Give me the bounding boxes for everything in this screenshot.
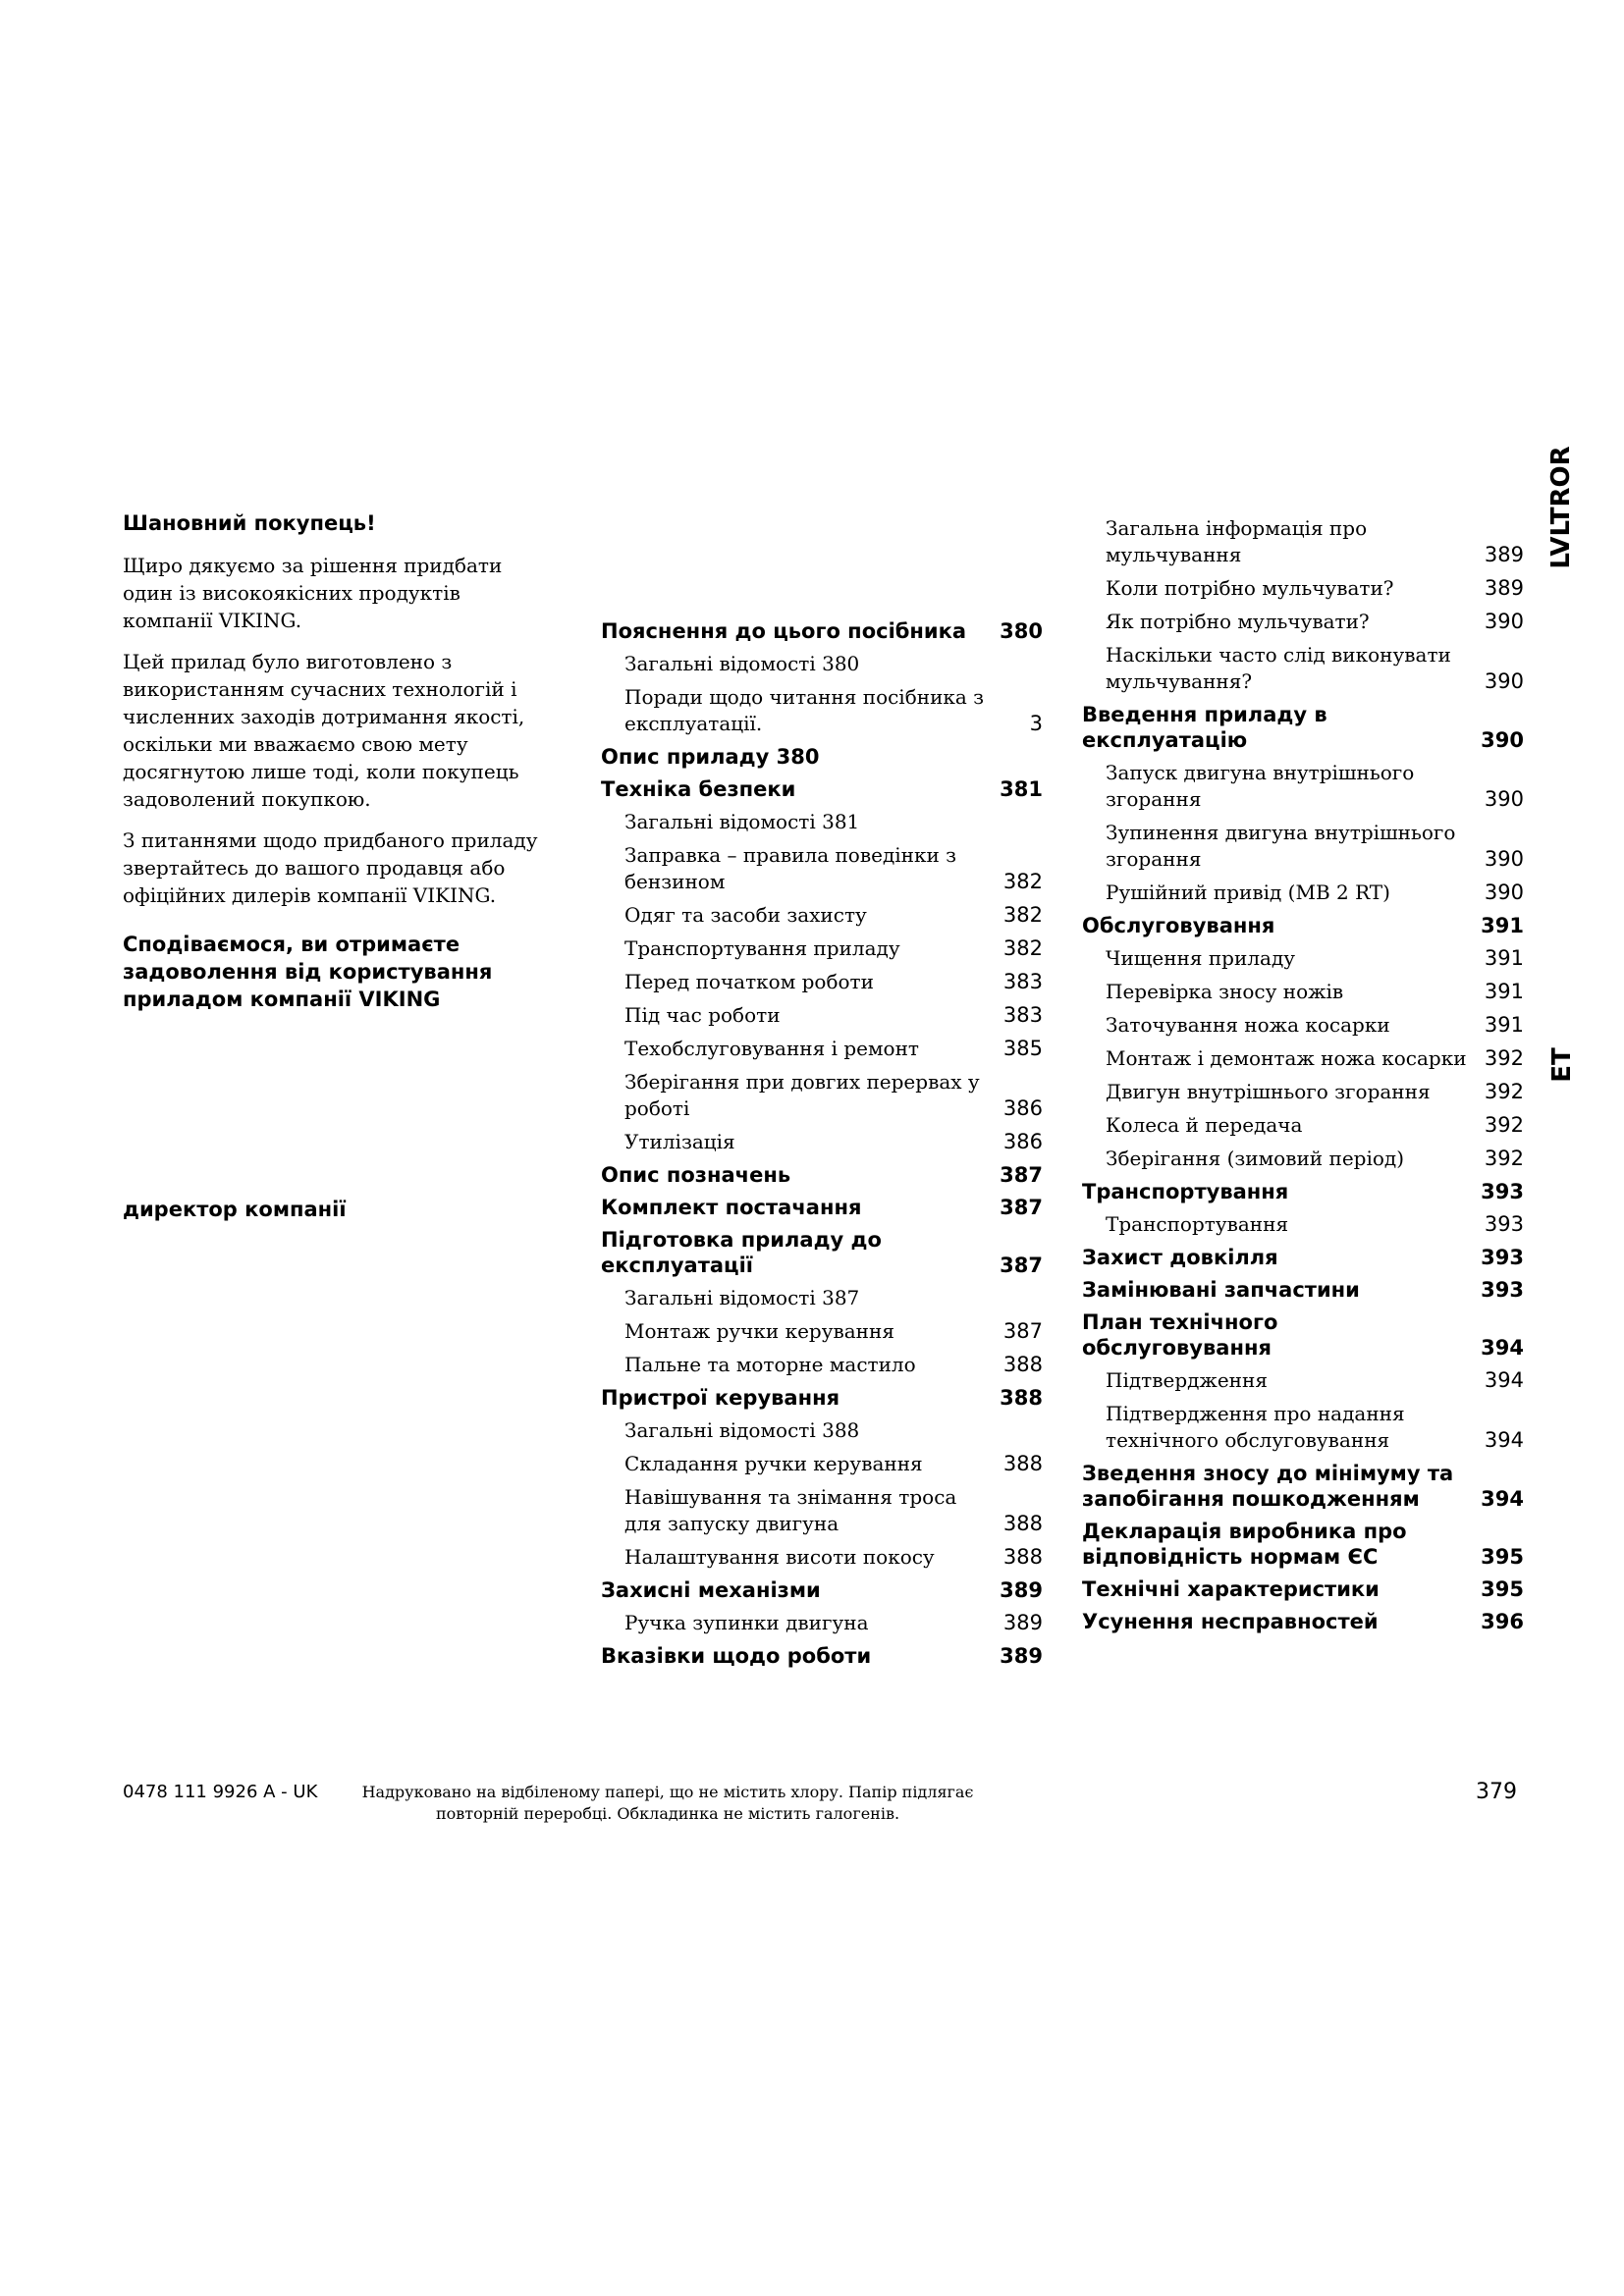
toc-entry-title: Загальні відомості 381 [624, 810, 860, 833]
toc-entry-title: Захист довкілля [1082, 1246, 1278, 1269]
toc-entry-title: Обслуговування [1082, 914, 1275, 937]
toc-entry-page: 387 [1000, 1254, 1043, 1277]
toc-entry-page: 393 [1481, 1180, 1524, 1203]
toc-right-column [1082, 515, 1524, 1641]
toc-entry-page: 395 [1481, 1545, 1524, 1569]
toc-entry-title: Введення приладу в експлуатацію [1082, 703, 1327, 752]
toc-entry-page: 388 [1000, 1386, 1043, 1410]
toc-entry-title: Зберігання (зимовий період) [1106, 1147, 1405, 1170]
toc-entry [1082, 1146, 1524, 1172]
toc-entry-page: 395 [1481, 1577, 1524, 1601]
toc-entry-page: 382 [1002, 936, 1043, 960]
toc-entry [601, 1285, 1043, 1311]
toc-entry-page: 390 [1484, 787, 1524, 811]
toc-entry-title: Підтвердження про надання технічного обслуговування [1106, 1402, 1405, 1452]
toc-entry [1082, 515, 1524, 568]
intro-column [123, 510, 545, 1221]
toc-entry-page: 3 [1029, 712, 1043, 735]
toc-entry-title: Запуск двигуна внутрішнього згорання [1106, 761, 1415, 811]
toc-entry-page: 391 [1481, 914, 1524, 937]
intro-paragraph: З питаннями щодо придбаного приладу звертайтесь до вашого продавця або офіційних дилерів компанії VIKING. [123, 828, 538, 907]
toc-entry-page: 388 [1002, 1512, 1043, 1535]
side-tab-language: ET [1547, 1047, 1577, 1083]
toc-entry [1082, 1367, 1524, 1394]
side-tab-top: LVLTROR [1546, 446, 1576, 569]
toc-entry [1082, 575, 1524, 602]
toc-entry-title: Колеса й передача [1106, 1113, 1303, 1137]
toc-entry-title: Пальне та моторне мастило [624, 1353, 916, 1376]
toc-entry-page: 389 [1484, 576, 1524, 600]
toc-entry-page: 390 [1484, 881, 1524, 904]
toc-entry [601, 1385, 1043, 1411]
toc-entry [1082, 642, 1524, 695]
closing-statement: Сподіваємося, ви отримаєте задоволення від користування приладом компанії VIKING [123, 933, 493, 1011]
toc-entry-page: 380 [1000, 619, 1043, 643]
toc-entry [601, 1610, 1043, 1636]
toc-entry [601, 776, 1043, 802]
toc-entry-title: Ручка зупинки двигуна [624, 1611, 869, 1634]
intro-paragraph: Щиро дякуємо за рішення придбати один із високоякісних продуктів компанії VIKING. [123, 554, 503, 632]
signature-line: директор компанії [123, 1198, 347, 1221]
toc-entry [601, 1162, 1043, 1188]
toc-entry-title: Вказівки щодо роботи [601, 1644, 872, 1668]
toc-entry-title: Двигун внутрішнього згорання [1106, 1080, 1431, 1103]
toc-entry [601, 1451, 1043, 1477]
toc-entry-title: Зведення зносу до мінімуму та запобігання пошкодженням [1082, 1462, 1454, 1511]
toc-entry-page: 387 [1002, 1319, 1043, 1343]
toc-entry-page: 396 [1481, 1610, 1524, 1633]
toc-entry-page: 389 [1000, 1644, 1043, 1668]
intro-paragraph: Цей прилад було виготовлено з використанням сучасних технологій і численних заходів дотримання якості, оскільки ми вважаємо свою мету досягнутою лише тоді, коли покупець задоволений покупкою. [123, 650, 525, 811]
toc-entry-page: 388 [1002, 1545, 1043, 1569]
toc-entry-page: 382 [1002, 903, 1043, 927]
toc-entry-page: 393 [1484, 1212, 1524, 1236]
toc-entry-page: 389 [1484, 543, 1524, 566]
toc-entry-page: 389 [1002, 1611, 1043, 1634]
toc-entry-title: Транспортування [1082, 1180, 1289, 1203]
toc-entry-title: Утилізація [624, 1130, 735, 1153]
toc-entry [601, 935, 1043, 962]
toc-entry [601, 1544, 1043, 1571]
toc-entry [601, 1352, 1043, 1378]
toc-entry-title: Складання ручки керування [624, 1452, 923, 1475]
toc-entry-title: Замінювані запчастини [1082, 1278, 1360, 1302]
toc-entry-page: 386 [1002, 1096, 1043, 1120]
toc-entry-title: Опис позначень [601, 1163, 791, 1187]
toc-entry-title: Налаштування висоти покосу [624, 1545, 935, 1569]
toc-entry-title: Загальні відомості 380 [624, 652, 860, 675]
toc-entry [1082, 1519, 1524, 1570]
toc-entry-title: Техніка безпеки [601, 777, 796, 801]
toc-entry-title: Підтвердження [1106, 1368, 1268, 1392]
toc-entry [1082, 760, 1524, 813]
toc-entry [1082, 1012, 1524, 1039]
toc-entry-page: 388 [1002, 1452, 1043, 1475]
toc-entry-title: Монтаж і демонтаж ножа косарки [1106, 1046, 1467, 1070]
toc-entry-page: 392 [1484, 1080, 1524, 1103]
toc-entry-title: Загальна інформація про мульчування [1106, 516, 1368, 566]
toc-entry [1082, 913, 1524, 938]
toc-entry [601, 1069, 1043, 1122]
toc-entry-page: 383 [1002, 1003, 1043, 1027]
toc-entry-title: Комплект постачання [601, 1196, 862, 1219]
toc-entry [601, 1643, 1043, 1669]
toc-entry-page: 390 [1481, 728, 1524, 752]
toc-entry [1082, 979, 1524, 1005]
toc-entry-title: Наскільки часто слід виконувати мульчування? [1106, 643, 1451, 693]
toc-entry-title: Транспортування [1106, 1212, 1289, 1236]
toc-entry-page: 392 [1484, 1113, 1524, 1137]
toc-entry-page: 390 [1484, 610, 1524, 633]
toc-entry-page: 389 [1000, 1578, 1043, 1602]
toc-entry-page: 394 [1484, 1368, 1524, 1392]
toc-entry [1082, 820, 1524, 873]
toc-entry-page: 391 [1484, 946, 1524, 970]
toc-entry [1082, 1401, 1524, 1454]
toc-entry [1082, 609, 1524, 635]
toc-entry-title: Загальні відомості 388 [624, 1418, 860, 1442]
toc-entry [601, 1417, 1043, 1444]
toc-entry-title: Захисні механізми [601, 1578, 821, 1602]
toc-entry-title: Транспортування приладу [624, 936, 900, 960]
toc-entry [601, 842, 1043, 895]
toc-entry-title: Як потрібно мульчувати? [1106, 610, 1370, 633]
toc-entry [1082, 1211, 1524, 1238]
page-footer [123, 1782, 1517, 1841]
toc-entry [1082, 1112, 1524, 1139]
toc-entry-title: План технічного обслуговування [1082, 1310, 1278, 1360]
document-code: 0478 111 9926 A - UK [123, 1782, 318, 1802]
greeting-heading: Шановний покупець! [123, 511, 376, 535]
toc-entry-title: Заточування ножа косарки [1106, 1013, 1390, 1037]
toc-entry-page: 392 [1484, 1147, 1524, 1170]
toc-entry-title: Пояснення до цього посібника [601, 619, 967, 643]
toc-entry-title: Підготовка приладу до експлуатації [601, 1228, 882, 1277]
toc-entry-title: Монтаж ручки керування [624, 1319, 894, 1343]
toc-entry-page: 392 [1484, 1046, 1524, 1070]
toc-entry [601, 1195, 1043, 1220]
toc-entry [1082, 1045, 1524, 1072]
toc-entry-page: 386 [1002, 1130, 1043, 1153]
toc-entry [601, 651, 1043, 677]
toc-entry-page: 394 [1484, 1428, 1524, 1452]
toc-entry-title: Поради щодо читання посібника з експлуатації. [624, 685, 985, 735]
toc-entry-page: 388 [1002, 1353, 1043, 1376]
toc-entry-page: 390 [1484, 669, 1524, 693]
toc-entry [601, 1227, 1043, 1278]
toc-entry-title: Зупинення двигуна внутрішнього згорання [1106, 821, 1456, 871]
toc-entry [601, 1036, 1043, 1062]
toc-entry [1082, 1245, 1524, 1270]
toc-entry-title: Під час роботи [624, 1003, 781, 1027]
toc-entry [601, 1318, 1043, 1345]
toc-entry [1082, 1277, 1524, 1303]
toc-entry-title: Опис приладу 380 [601, 745, 820, 769]
toc-entry [601, 1484, 1043, 1537]
toc-entry-page: 391 [1484, 980, 1524, 1003]
toc-entry [601, 809, 1043, 835]
toc-entry [601, 969, 1043, 995]
toc-entry [1082, 1179, 1524, 1204]
toc-entry-page: 381 [1000, 777, 1043, 801]
toc-entry-page: 394 [1481, 1336, 1524, 1360]
toc-entry-title: Заправка – правила поведінки з бензином [624, 843, 957, 893]
toc-entry [601, 684, 1043, 737]
toc-entry-title: Коли потрібно мульчувати? [1106, 576, 1394, 600]
toc-entry-title: Технічні характеристики [1082, 1577, 1380, 1601]
toc-entry [1082, 1576, 1524, 1602]
toc-entry [1082, 1461, 1524, 1512]
toc-entry-title: Рушійний привід (MB 2 RT) [1106, 881, 1390, 904]
toc-entry-page: 382 [1002, 870, 1043, 893]
toc-entry [1082, 702, 1524, 753]
toc-entry [1082, 1309, 1524, 1361]
toc-entry [601, 1129, 1043, 1155]
toc-entry-title: Навішування та знімання троса для запуску двигуна [624, 1485, 957, 1535]
toc-entry-page: 393 [1481, 1278, 1524, 1302]
toc-entry [1082, 945, 1524, 972]
toc-entry-title: Одяг та засоби захисту [624, 903, 867, 927]
toc-entry [601, 1002, 1043, 1029]
paper-note: Надруковано на відбіленому папері, що не містить хлору. Папір підлягає повторній переробці. Обкладинка не містить галогенів. [361, 1783, 974, 1823]
toc-entry [601, 902, 1043, 929]
toc-entry-title: Загальні відомості 387 [624, 1286, 860, 1309]
toc-entry-page: 393 [1481, 1246, 1524, 1269]
toc-entry [1082, 1079, 1524, 1105]
toc-entry-page: 387 [1000, 1196, 1043, 1219]
toc-entry-page: 387 [1000, 1163, 1043, 1187]
toc-entry-title: Зберігання при довгих перервах у роботі [624, 1070, 980, 1120]
toc-entry [601, 1577, 1043, 1603]
toc-entry-title: Усунення несправностей [1082, 1610, 1379, 1633]
toc-entry-title: Пристрої керування [601, 1386, 840, 1410]
toc-entry [1082, 880, 1524, 906]
toc-entry [601, 618, 1043, 644]
toc-entry-title: Декларація виробника про відповідність нормам ЄС [1082, 1520, 1407, 1569]
page-number: 379 [1476, 1780, 1517, 1804]
toc-entry-title: Перед початком роботи [624, 970, 874, 993]
toc-entry-page: 391 [1484, 1013, 1524, 1037]
toc-entry-page: 394 [1481, 1487, 1524, 1511]
toc-entry-title: Чищення приладу [1106, 946, 1296, 970]
toc-entry-page: 385 [1002, 1037, 1043, 1060]
toc-entry-page: 390 [1484, 847, 1524, 871]
toc-entry [1082, 1609, 1524, 1634]
toc-entry-title: Техобслуговування і ремонт [624, 1037, 919, 1060]
toc-middle-column [601, 618, 1043, 1676]
toc-entry-page: 383 [1002, 970, 1043, 993]
toc-entry [601, 744, 1043, 770]
toc-entry-title: Перевірка зносу ножів [1106, 980, 1344, 1003]
